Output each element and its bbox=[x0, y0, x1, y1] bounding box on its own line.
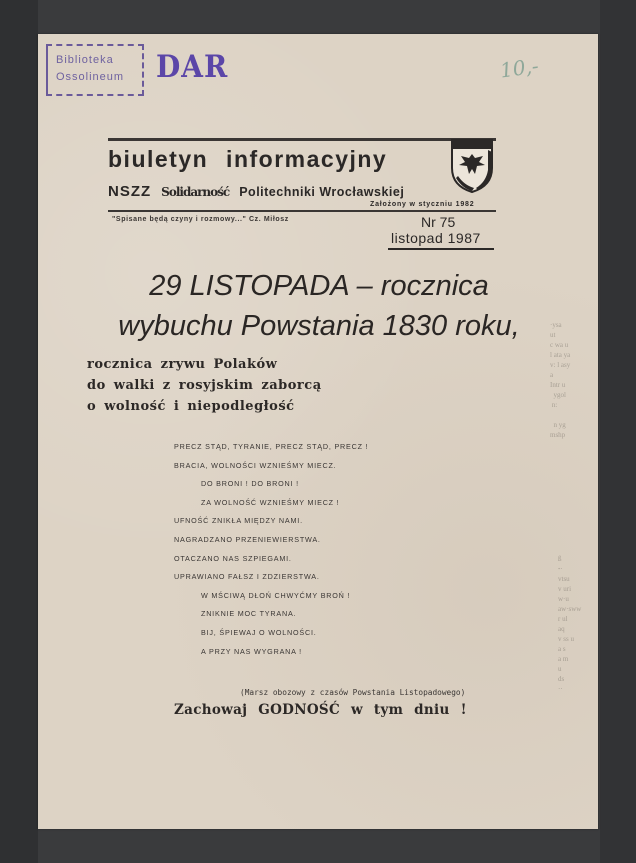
poem-line: BRACIA, WOLNOŚCI WZNIEŚMY MIECZ. bbox=[174, 460, 337, 470]
bleed-through-text: ·ysa ut c wa u l ata ya v: l asy a Intr u ygol n: n yg mshp bbox=[550, 321, 571, 439]
issue-number: Nr 75 bbox=[421, 214, 456, 230]
milosz-quote: "Spisane będą czyny i rozmowy..." Cz. Miłosz bbox=[112, 216, 289, 223]
subheading-line: do walki z rosyjskim zaborcą bbox=[87, 378, 322, 393]
poem-line: W MŚCIWĄ DŁOŃ CHWYĆMY BROŃ ! bbox=[201, 590, 351, 600]
solidarnosc-logotype: Solidarność bbox=[161, 185, 230, 199]
politechnika-crest-icon bbox=[448, 138, 496, 194]
gift-stamp: DAR bbox=[156, 48, 229, 85]
poem-line: ZA WOLNOŚĆ WZNIEŚMY MIECZ ! bbox=[201, 497, 340, 507]
poem-block bbox=[174, 438, 368, 661]
poem-source: (Marsz obozowy z czasów Powstania Listopadowego) bbox=[240, 688, 466, 697]
bleed-through-text: ß ꞏ· vtsu v uri w·u aw·sww r ul aq v ss u a s a m u ds ·· bbox=[558, 555, 582, 693]
masthead-top-rule bbox=[108, 138, 496, 141]
subheading-line: rocznica zrywu Polaków bbox=[87, 357, 278, 372]
scan-background-right bbox=[600, 0, 636, 863]
handwritten-price: 10,- bbox=[498, 53, 541, 83]
masthead-bottom-rule bbox=[108, 210, 496, 212]
main-headline bbox=[104, 266, 534, 346]
poem-line: DO BRONI ! DO BRONI ! bbox=[201, 479, 299, 489]
poem-line: BIJ, ŚPIEWAJ O WOLNOŚCI. bbox=[201, 627, 317, 637]
bulletin-title: biuletyn informacyjny bbox=[108, 146, 388, 172]
poem-line: OTACZANO NAS SZPIEGAMI. bbox=[174, 553, 292, 563]
founded-note: Założony w styczniu 1982 bbox=[370, 201, 475, 208]
poem-line: UPRAWIANO FAŁSZ I ZDZIERSTWA. bbox=[174, 572, 320, 582]
library-stamp-line2: Ossolineum bbox=[56, 71, 125, 83]
document-page bbox=[38, 34, 598, 829]
scan-background-left bbox=[0, 0, 38, 863]
org-suffix: Politechniki Wrocławskiej bbox=[239, 185, 405, 199]
poem-line: ZNIKNIE MOC TYRANA. bbox=[201, 609, 297, 619]
closing-slogan: Zachowaj GODNOŚĆ w tym dniu ! bbox=[174, 702, 467, 718]
issue-date: listopad 1987 bbox=[391, 230, 481, 246]
subheading-line: o wolność i niepodległość bbox=[87, 399, 295, 414]
organization-line bbox=[108, 183, 404, 200]
poem-line: A PRZY NAS WYGRANA ! bbox=[201, 646, 302, 656]
library-stamp bbox=[46, 44, 144, 96]
subheading bbox=[87, 354, 322, 417]
poem-line: PRECZ STĄD, TYRANIE, PRECZ STĄD, PRECZ ! bbox=[174, 442, 369, 451]
headline-line2: wybuchu Powstania 1830 roku, bbox=[118, 310, 520, 342]
org-prefix: NSZZ bbox=[108, 183, 152, 200]
headline-line1: 29 LISTOPADA – rocznica bbox=[149, 270, 489, 302]
issue-underline bbox=[388, 248, 494, 250]
poem-line: NAGRADZANO PRZENIEWIERSTWA. bbox=[174, 534, 321, 544]
library-stamp-line1: Biblioteka bbox=[56, 54, 114, 66]
poem-line: UFNOŚĆ ZNIKŁA MIĘDZY NAMI. bbox=[174, 516, 303, 526]
